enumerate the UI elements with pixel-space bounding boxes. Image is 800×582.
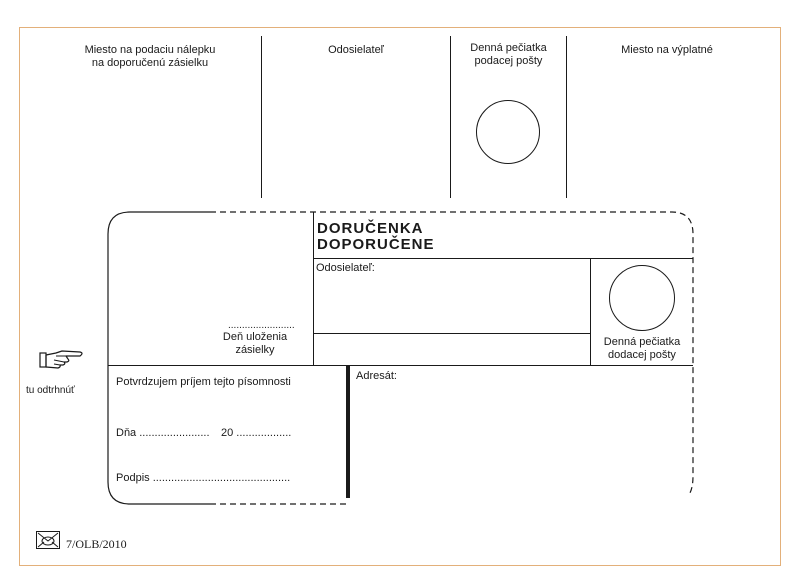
title-underline — [313, 258, 693, 259]
delivery-stamp-label: Denná pečiatka dodacej pošty — [603, 336, 681, 361]
year-label: 20 .................. — [221, 427, 292, 439]
storage-date-label: Deň uloženia zásielky — [222, 331, 288, 356]
card-title-line1: DORUČENKA — [317, 220, 424, 237]
day-label: Dňa ....................... — [116, 427, 210, 439]
sender-field-bottom — [313, 333, 590, 334]
sticker-area-label: Miesto na podaciu nálepku na doporučenú zásielku — [84, 44, 216, 69]
delivery-stamp-circle — [609, 265, 675, 331]
postage-area-label: Miesto na výplatné — [621, 44, 713, 56]
card-divider-left — [313, 212, 314, 365]
pointing-hand-icon — [40, 349, 84, 371]
tear-label: tu odtrhnúť — [26, 385, 75, 396]
storage-date-dots: ........................ — [228, 320, 295, 331]
thick-divider — [346, 365, 350, 498]
posting-stamp-label: Denná pečiatka podacej pošty — [470, 42, 547, 67]
form-code: 7/OLB/2010 — [66, 537, 127, 551]
sender-area-label: Odosielateľ — [328, 44, 384, 56]
post-logo-icon — [36, 531, 60, 549]
addressee-label: Adresát: — [356, 370, 397, 382]
card-title-line2: DOPORUČENE — [317, 236, 435, 253]
confirm-text: Potvrdzujem príjem tejto písomnosti — [116, 376, 291, 388]
card-middle-line — [108, 365, 693, 366]
signature-label: Podpis ............................................. — [116, 472, 291, 484]
card-sender-label: Odosielateľ: — [316, 262, 375, 274]
